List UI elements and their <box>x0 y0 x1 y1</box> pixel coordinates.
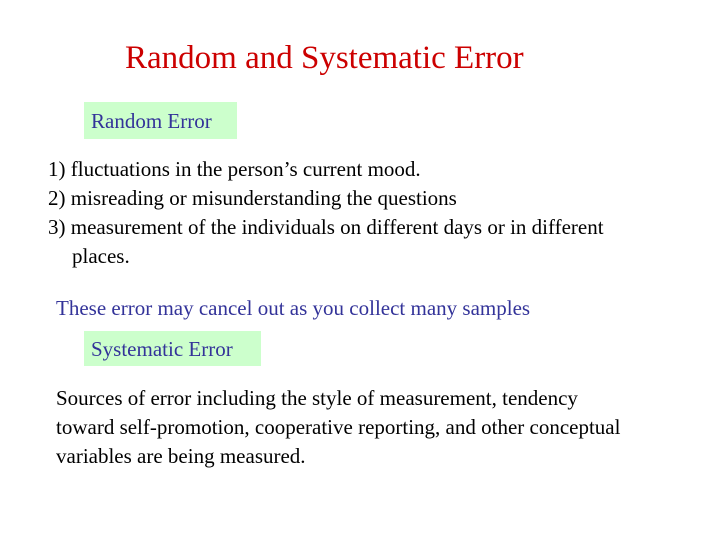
random-error-list <box>48 155 604 271</box>
slide-title: Random and Systematic Error <box>125 40 524 76</box>
list-item: 3) measurement of the individuals on different days or in different <box>48 215 604 239</box>
random-error-note: These error may cancel out as you collect many samples <box>56 296 531 320</box>
list-item-continuation: places. <box>72 244 130 268</box>
list-item: 1) fluctuations in the person’s current mood. <box>48 157 421 181</box>
paragraph-line: variables are being measured. <box>56 444 306 468</box>
systematic-error-description <box>56 384 620 471</box>
paragraph-line: Sources of error including the style of measurement, tendency <box>56 386 578 410</box>
random-error-label: Random Error <box>84 102 237 139</box>
list-item: 2) misreading or misunderstanding the questions <box>48 186 457 210</box>
paragraph-line: toward self-promotion, cooperative reporting, and other conceptual <box>56 415 621 439</box>
systematic-error-label: Systematic Error <box>84 331 261 366</box>
